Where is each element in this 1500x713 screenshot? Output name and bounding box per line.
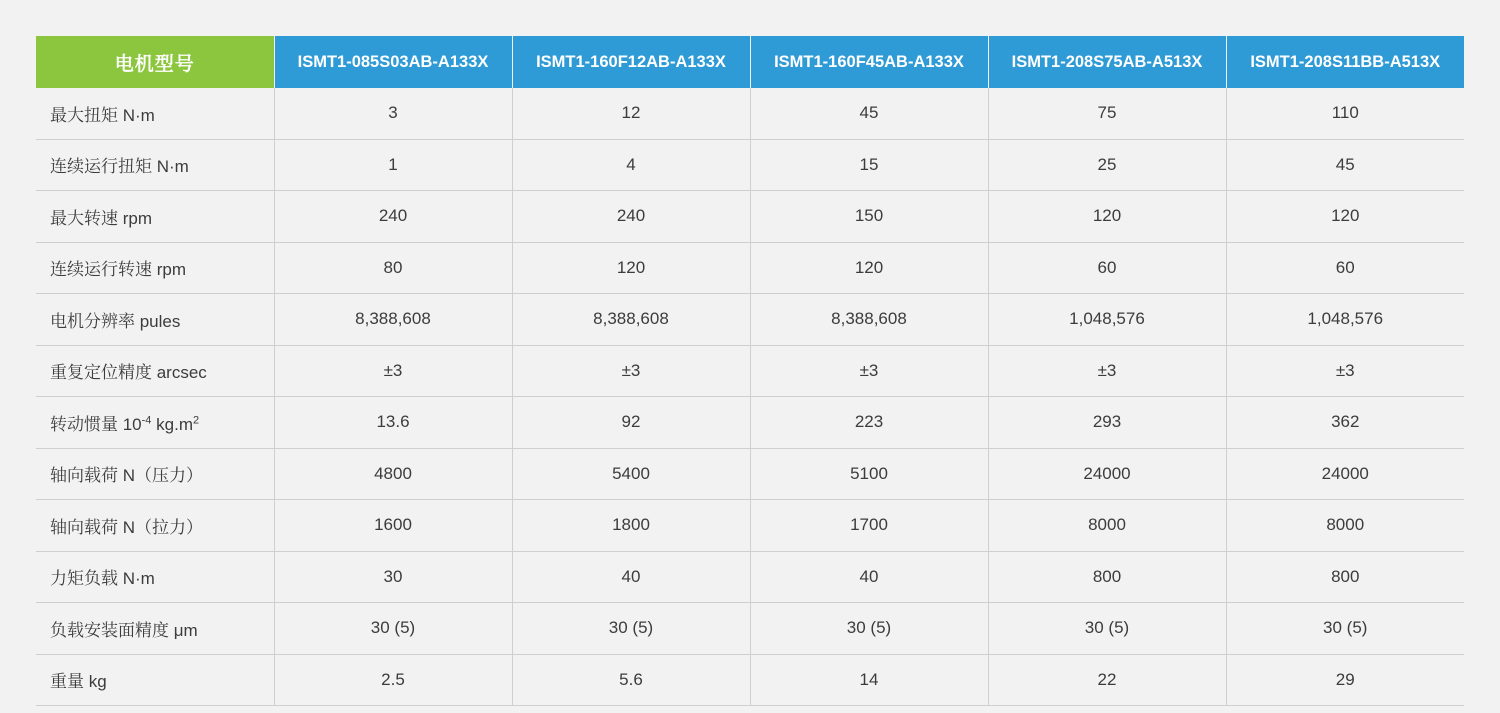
row-value: 30 (5) [274, 603, 512, 655]
row-value: 5400 [512, 448, 750, 500]
row-value: 15 [750, 139, 988, 191]
header-cell-model-1: ISMT1-085S03AB-A133X [274, 36, 512, 88]
row-value: 1,048,576 [1226, 294, 1464, 346]
row-value: 120 [750, 242, 988, 294]
row-value: 223 [750, 397, 988, 449]
row-value: 60 [1226, 242, 1464, 294]
row-label: 最大转速 rpm [36, 191, 274, 243]
row-value: 110 [1226, 88, 1464, 139]
row-label-exponent: -4 [141, 414, 152, 427]
row-value: 40 [512, 551, 750, 603]
row-value: 2.5 [274, 654, 512, 706]
table-row [36, 139, 1464, 191]
table-row [36, 603, 1464, 655]
header-cell-model-3: ISMT1-160F45AB-A133X [750, 36, 988, 88]
row-value: 92 [512, 397, 750, 449]
row-label: 电机分辨率 pules [36, 294, 274, 346]
table-row [36, 551, 1464, 603]
row-value: 1800 [512, 500, 750, 552]
row-label: 最大扭矩 N·m [36, 88, 274, 139]
row-value: 362 [1226, 397, 1464, 449]
row-value: 12 [512, 88, 750, 139]
row-value: 24000 [988, 448, 1226, 500]
row-label-mid: kg.m [151, 414, 193, 434]
row-value: 1600 [274, 500, 512, 552]
spec-table-container [36, 36, 1464, 706]
row-value: 30 (5) [988, 603, 1226, 655]
row-value: 120 [1226, 191, 1464, 243]
row-label: 负载安装面精度 μm [36, 603, 274, 655]
table-body [36, 88, 1464, 706]
row-value: 1 [274, 139, 512, 191]
row-value: 120 [512, 242, 750, 294]
row-value: 4 [512, 139, 750, 191]
table-row [36, 654, 1464, 706]
row-value: 45 [1226, 139, 1464, 191]
row-value: 80 [274, 242, 512, 294]
header-cell-model-4: ISMT1-208S75AB-A513X [988, 36, 1226, 88]
row-value: 13.6 [274, 397, 512, 449]
row-label: 重量 kg [36, 654, 274, 706]
table-row [36, 88, 1464, 139]
header-cell-model-2: ISMT1-160F12AB-A133X [512, 36, 750, 88]
row-value: ±3 [750, 345, 988, 397]
row-value: 8,388,608 [750, 294, 988, 346]
row-value: 240 [512, 191, 750, 243]
row-label: 轴向载荷 N（压力） [36, 448, 274, 500]
row-label: 重复定位精度 arcsec [36, 345, 274, 397]
row-value: ±3 [988, 345, 1226, 397]
row-value: 293 [988, 397, 1226, 449]
row-value: 29 [1226, 654, 1464, 706]
row-value: 5.6 [512, 654, 750, 706]
motor-spec-table [36, 36, 1464, 706]
row-value: ±3 [512, 345, 750, 397]
row-value: 30 (5) [750, 603, 988, 655]
row-label [36, 397, 274, 449]
row-value: 30 (5) [1226, 603, 1464, 655]
row-value: 1700 [750, 500, 988, 552]
row-value: 45 [750, 88, 988, 139]
row-value: 22 [988, 654, 1226, 706]
row-value: 25 [988, 139, 1226, 191]
row-value: 8000 [988, 500, 1226, 552]
row-value: 240 [274, 191, 512, 243]
row-value: 5100 [750, 448, 988, 500]
table-row [36, 397, 1464, 449]
row-label-base: 转动惯量 10 [50, 414, 142, 434]
row-value: ±3 [1226, 345, 1464, 397]
row-value: 800 [1226, 551, 1464, 603]
table-row [36, 448, 1464, 500]
row-value: 24000 [1226, 448, 1464, 500]
row-value: 120 [988, 191, 1226, 243]
table-header [36, 36, 1464, 88]
row-value: 75 [988, 88, 1226, 139]
row-value: 30 [274, 551, 512, 603]
table-row [36, 500, 1464, 552]
row-label: 轴向载荷 N（拉力） [36, 500, 274, 552]
header-cell-model-label: 电机型号 [36, 36, 274, 88]
row-value: 8,388,608 [512, 294, 750, 346]
row-value: 8,388,608 [274, 294, 512, 346]
row-value: 40 [750, 551, 988, 603]
row-value: 800 [988, 551, 1226, 603]
row-value: 150 [750, 191, 988, 243]
row-label: 连续运行转速 rpm [36, 242, 274, 294]
row-label: 力矩负载 N·m [36, 551, 274, 603]
row-value: ±3 [274, 345, 512, 397]
row-value: 4800 [274, 448, 512, 500]
row-label-exponent-2: 2 [192, 414, 200, 427]
row-value: 60 [988, 242, 1226, 294]
table-header-row [36, 36, 1464, 88]
table-row [36, 242, 1464, 294]
header-cell-model-5: ISMT1-208S11BB-A513X [1226, 36, 1464, 88]
row-value: 8000 [1226, 500, 1464, 552]
row-value: 14 [750, 654, 988, 706]
row-label: 连续运行扭矩 N·m [36, 139, 274, 191]
table-row [36, 294, 1464, 346]
table-row [36, 191, 1464, 243]
row-value: 3 [274, 88, 512, 139]
table-row [36, 345, 1464, 397]
row-value: 1,048,576 [988, 294, 1226, 346]
row-value: 30 (5) [512, 603, 750, 655]
